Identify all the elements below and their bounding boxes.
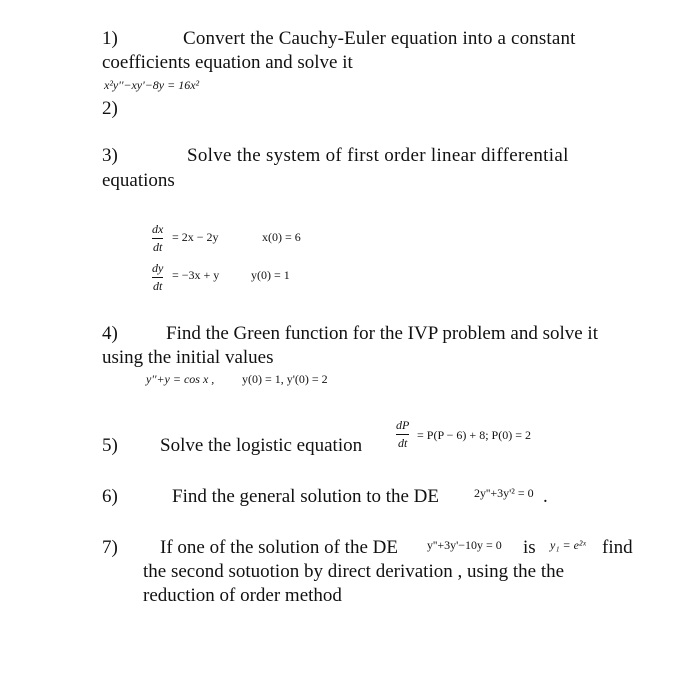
question-7-text-a: If one of the solution of the DE bbox=[160, 537, 398, 558]
fraction-dP-dt bbox=[396, 418, 409, 451]
fraction-denominator: dt bbox=[398, 436, 408, 450]
fraction-denominator: dt bbox=[152, 279, 163, 293]
question-3-number: 3) bbox=[102, 145, 118, 166]
fraction-denominator: dt bbox=[152, 240, 163, 254]
question-4-equation: y''+y = cos x , bbox=[146, 372, 215, 386]
question-2-number: 2) bbox=[102, 98, 118, 119]
fraction-numerator: dy bbox=[152, 261, 164, 275]
fraction-numerator: dP bbox=[396, 418, 410, 432]
question-1-text-line2: coefficients equation and solve it bbox=[102, 52, 353, 73]
question-1-text-line1: Convert the Cauchy-Euler equation into a constant bbox=[183, 28, 576, 49]
question-3-text-line2: equations bbox=[102, 170, 175, 191]
equation-dx-rhs: = 2x − 2y bbox=[172, 230, 219, 244]
equation-dy-rhs: = −3x + y bbox=[172, 268, 220, 282]
question-5-equation: = P(P − 6) + 8; P(0) = 2 bbox=[417, 428, 531, 442]
question-7-equation: y''+3y'−10y = 0 bbox=[427, 538, 502, 552]
question-6-number: 6) bbox=[102, 486, 118, 507]
question-4-text-line1: Find the Green function for the IVP problem and solve it bbox=[166, 323, 598, 344]
question-1-number: 1) bbox=[102, 28, 118, 49]
question-4-text-line2: using the initial values bbox=[102, 347, 274, 368]
question-4-initial-values: y(0) = 1, y'(0) = 2 bbox=[242, 372, 328, 386]
question-4-number: 4) bbox=[102, 323, 118, 344]
question-3-text-line1: Solve the system of first order linear differential bbox=[187, 145, 569, 166]
question-7-text-line2: the second sotuotion by direct derivation , using the the bbox=[143, 561, 565, 582]
question-5-text: Solve the logistic equation bbox=[160, 435, 363, 456]
question-5-number: 5) bbox=[102, 435, 118, 456]
question-7-text-line3: reduction of order method bbox=[143, 585, 342, 606]
question-7-number: 7) bbox=[102, 537, 118, 558]
fraction-numerator: dx bbox=[152, 222, 164, 236]
question-1-equation: x²y''−xy'−8y = 16x² bbox=[104, 78, 200, 92]
question-6-text: Find the general solution to the DE bbox=[172, 486, 440, 507]
question-6-equation: 2y''+3y'² = 0 bbox=[474, 486, 534, 500]
question-7-text-b: is bbox=[523, 537, 536, 558]
fraction-dy-dt bbox=[152, 261, 163, 294]
fraction-dx-dt bbox=[152, 222, 163, 255]
initial-condition-x: x(0) = 6 bbox=[262, 230, 301, 244]
question-7-text-c: find bbox=[602, 537, 633, 558]
question-7-solution: y₁ = e²ˣ bbox=[550, 538, 586, 552]
initial-condition-y: y(0) = 1 bbox=[251, 268, 290, 282]
question-6-period: . bbox=[543, 486, 548, 507]
